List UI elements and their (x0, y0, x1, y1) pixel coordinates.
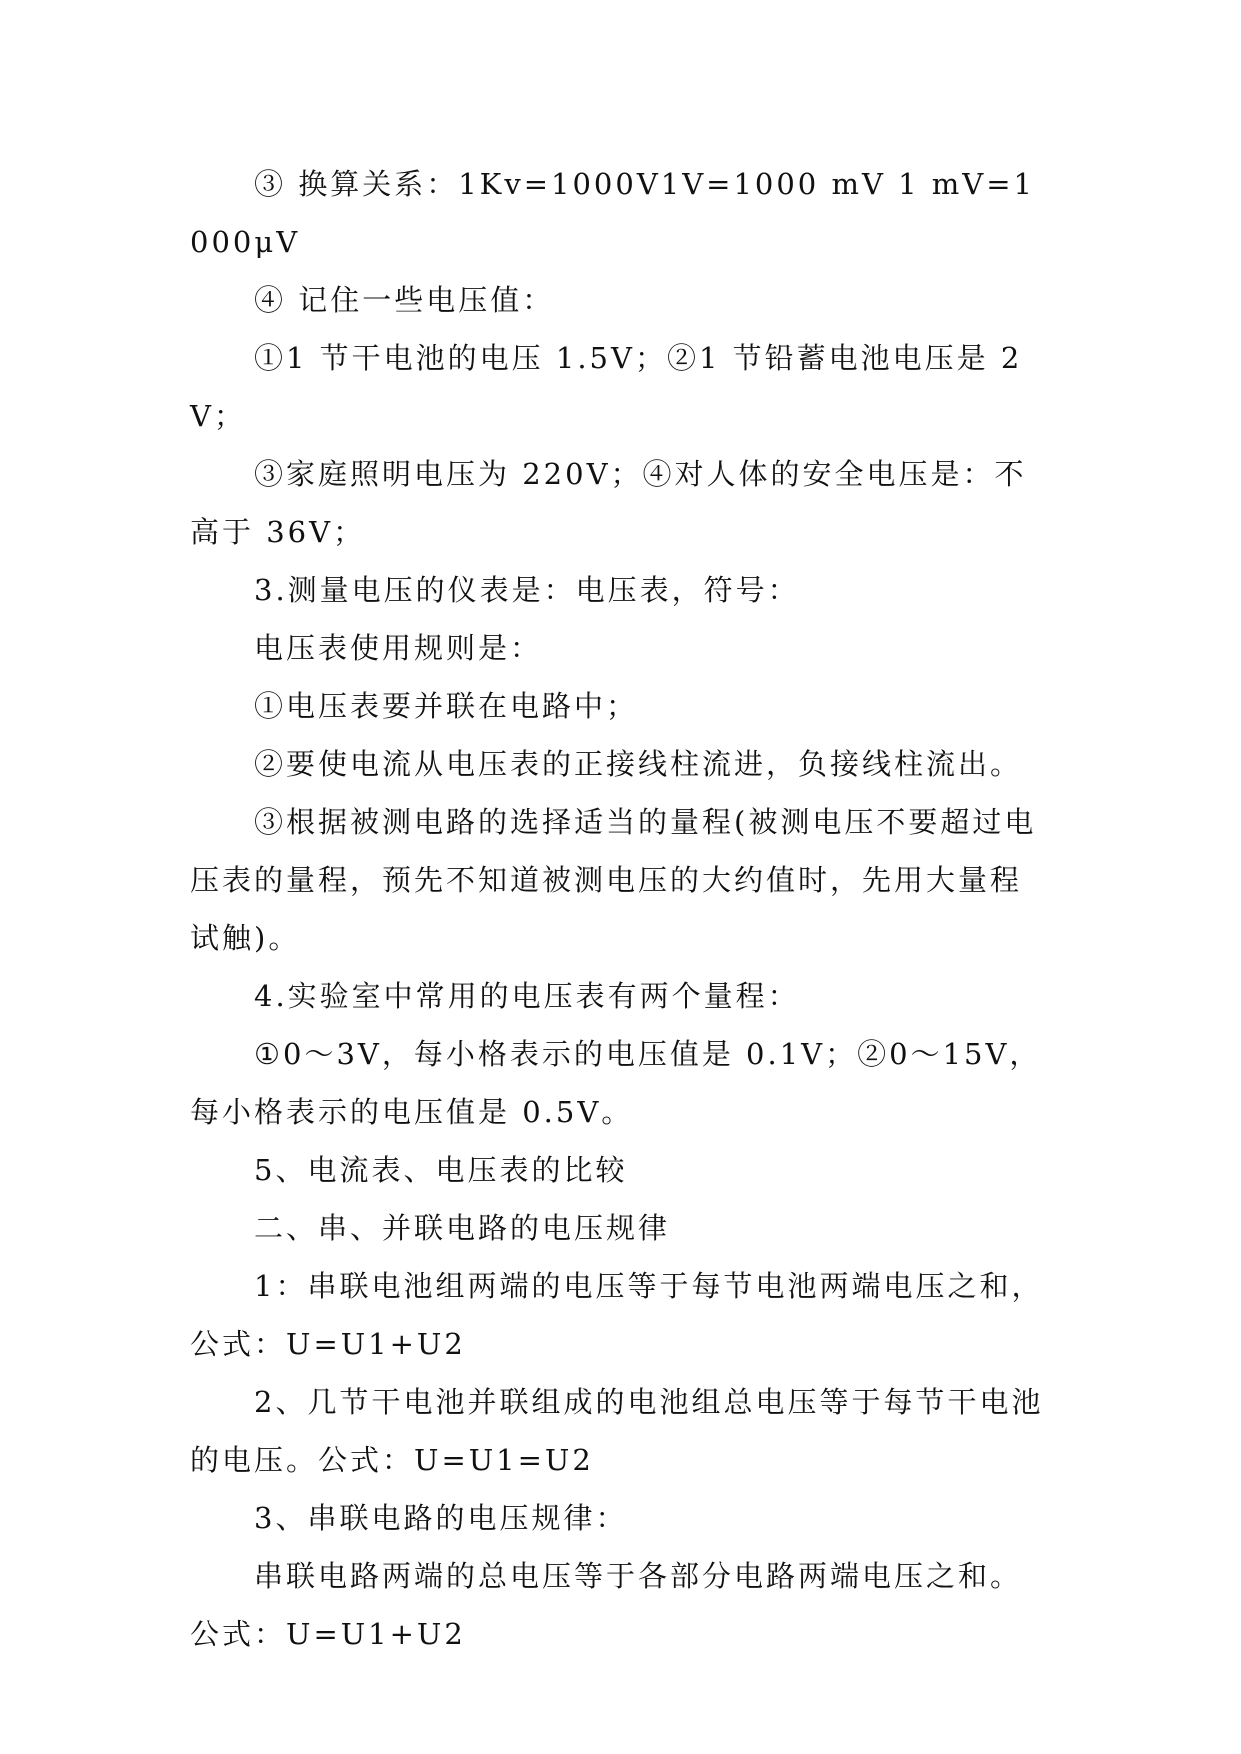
paragraph-range-values: ①0～3V，每小格表示的电压值是 0.1V；②0～15V，每小格表示的电压值是 0.5V。 (190, 1037, 1042, 1129)
paragraph-household-safe-voltage: ③家庭照明电压为 220V；④对人体的安全电压是：不高于 36V； (190, 457, 1027, 549)
paragraph-battery-voltages: ①1 节干电池的电压 1.5V；②1 节铅蓄电池电压是 2V； (190, 341, 1023, 433)
paragraph-lab-ranges: 4.实验室中常用的电压表有两个量程： (254, 979, 800, 1013)
paragraph-rule-current-direction: ②要使电流从电压表的正接线柱流进，负接线柱流出。 (254, 747, 1023, 781)
paragraph-section-two-heading: 二、串、并联电路的电压规律 (254, 1211, 671, 1245)
paragraph-series-law-heading: 3、串联电路的电压规律： (254, 1501, 628, 1535)
paragraph-voltmeter-symbol: 3.测量电压的仪表是：电压表，符号： (254, 573, 800, 607)
paragraph-comparison-heading: 5、电流表、电压表的比较 (254, 1153, 628, 1187)
paragraph-unit-conversion: ③ 换算关系：1Kv=1000V1V=1000 mV 1 mV=1000μV (190, 167, 1035, 259)
paragraph-series-law: 串联电路两端的总电压等于各部分电路两端电压之和。公式：U=U1+U2 (190, 1559, 1023, 1651)
paragraph-series-battery: 1：串联电池组两端的电压等于每节电池两端电压之和，公式：U=U1+U2 (190, 1269, 1044, 1361)
paragraph-rule-parallel: ①电压表要并联在电路中； (254, 689, 639, 723)
paragraph-remember-voltages: ④ 记住一些电压值： (254, 283, 555, 317)
paragraph-voltmeter-rules-heading: 电压表使用规则是： (254, 631, 543, 665)
paragraph-parallel-battery: 2、几节干电池并联组成的电池组总电压等于每节干电池的电压。公式：U=U1=U2 (190, 1385, 1044, 1477)
document-body (190, 155, 1050, 1663)
paragraph-rule-range: ③根据被测电路的选择适当的量程(被测电压不要超过电压表的量程，预先不知道被测电压的大约值时，先用大量程试触)。 (190, 805, 1037, 955)
